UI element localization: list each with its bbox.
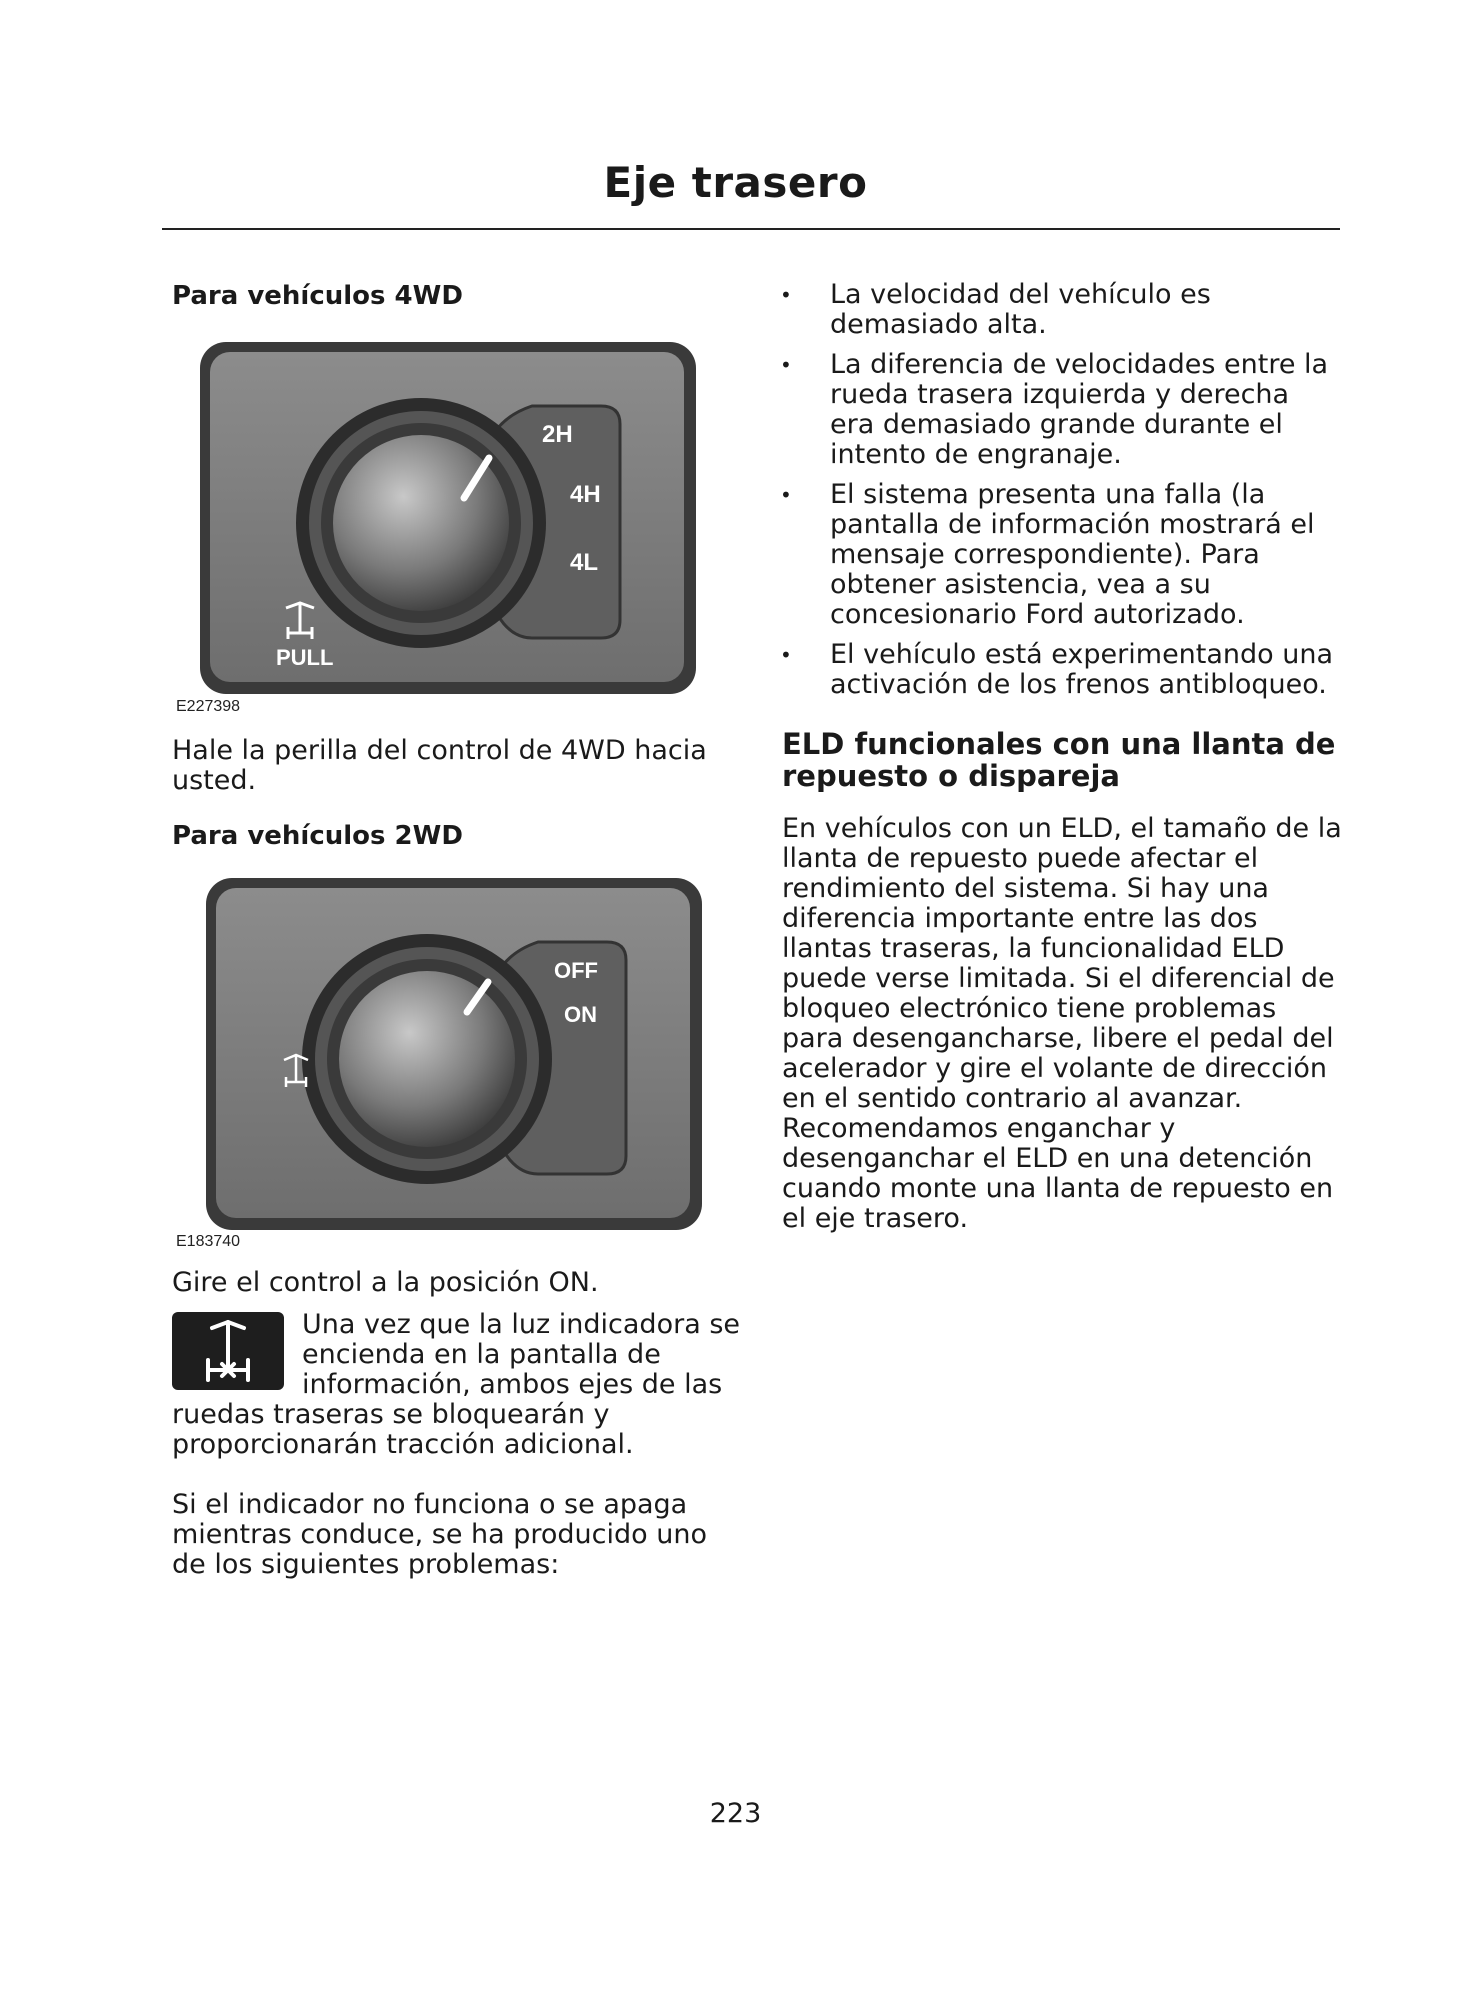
left-column <box>172 280 742 312</box>
problem-list <box>780 280 1340 700</box>
figure-2wd-control <box>202 874 712 1244</box>
position-2h: 2H <box>542 421 573 448</box>
section-body: En vehículos con un ELD, el tamaño de la llanta de repuesto puede afectar el rendimiento del sistema. Si hay una diferencia importante entre las dos llantas traseras, la funcionalidad ELD puede verse limitada. Si el diferencial de bloqueo electrónico tiene problemas para desengancharse, libere el pedal del acelerador y gire el volante de dirección en el sentido contrario al avanzar. Recomendamos enganchar y desenganchar el ELD en una detención cuando monte una llanta de repuesto en el eje trasero. <box>782 813 1342 1234</box>
indicator-text-rest: ruedas traseras se bloquearán y proporcionarán tracción adicional. <box>172 1399 634 1460</box>
turn-instruction: Gire el control a la posición ON. <box>172 1267 599 1298</box>
eld-section <box>782 728 1352 1234</box>
knob <box>339 971 515 1147</box>
list-item: • La velocidad del vehículo es demasiado alta. <box>780 279 1211 340</box>
figure-4wd-control <box>196 338 706 708</box>
list-item: • El sistema presenta una falla (la pantalla de información mostrará el mensaje correspondiente). Para obtener asistencia, vea a su concesionario Ford autorizado. <box>780 479 1315 630</box>
list-item: • El vehículo está experimentando una activación de los frenos antibloqueo. <box>780 639 1334 700</box>
position-4h: 4H <box>570 481 601 508</box>
heading-2wd: Para vehículos 2WD <box>172 821 463 851</box>
locking-differential-icon <box>172 1312 284 1390</box>
pull-label: PULL <box>276 645 334 670</box>
problems-intro: Si el indicador no funciona o se apaga mientras conduce, se ha producido uno de los siguientes problemas: <box>172 1489 708 1580</box>
heading-4wd: Para vehículos 4WD <box>172 281 463 311</box>
pull-instruction: Hale la perilla del control de 4WD hacia usted. <box>172 735 707 796</box>
title-rule <box>162 228 1340 230</box>
indicator-icon-box <box>172 1312 284 1390</box>
position-on: ON <box>564 1002 597 1027</box>
figure-1-label: E227398 <box>176 698 241 715</box>
indicator-text-side: Una vez que la luz indicadora se encienda en la pantalla de información, ambos ejes de las <box>302 1309 740 1400</box>
heading-2wd-wrap <box>172 820 742 852</box>
page-title: Eje trasero <box>603 158 868 207</box>
figure-2-label: E183740 <box>176 1233 241 1250</box>
right-column <box>780 280 1340 710</box>
position-off: OFF <box>554 958 598 983</box>
position-4l: 4L <box>570 549 599 576</box>
section-heading: ELD funcionales con una llanta de repuesto o dispareja <box>782 727 1336 793</box>
knob <box>333 435 509 611</box>
page-number: 223 <box>709 1798 762 1829</box>
list-item: • La diferencia de velocidades entre la rueda trasera izquierda y derecha era demasiado grande durante el intento de engranaje. <box>780 349 1329 470</box>
